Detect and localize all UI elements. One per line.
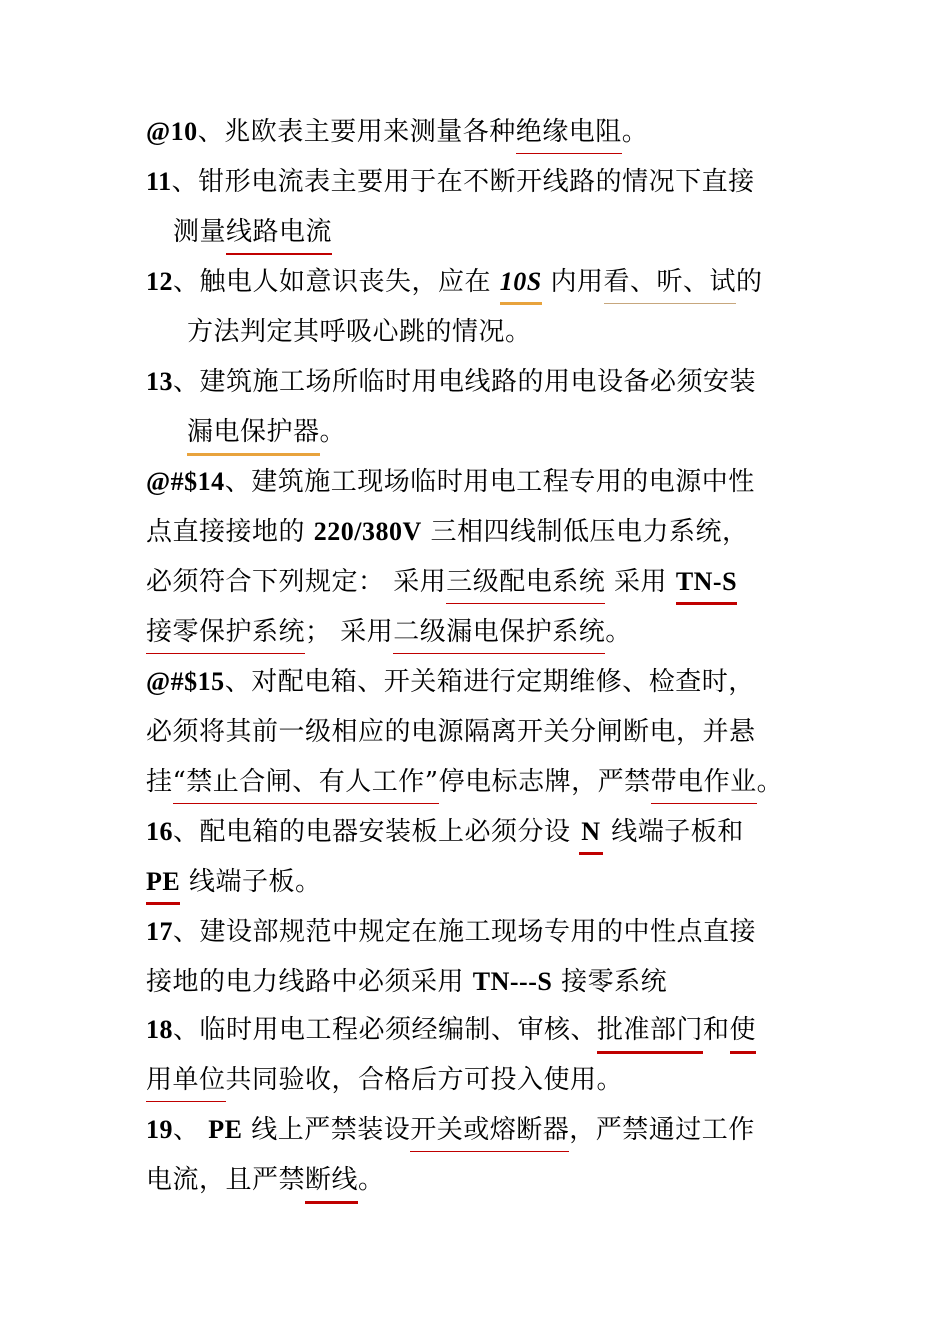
item-number: 11	[146, 167, 172, 196]
answer-underlined: 开关或熔断器	[410, 1115, 569, 1152]
item-text: 接零系统	[552, 967, 668, 997]
item-text: 三相四线制低压电力系统，	[421, 517, 749, 547]
item-text: 、兆欧表主要用来测量各种	[197, 117, 516, 147]
item-number: 16	[146, 817, 173, 846]
item-text: 挂	[146, 767, 173, 797]
item-11-line-2	[173, 207, 813, 257]
item-text: 线端子板和	[602, 817, 744, 847]
item-12-line-1	[146, 257, 814, 307]
item-14-line-3	[146, 557, 814, 607]
answer-underlined: N	[579, 817, 602, 855]
item-text: 。	[756, 767, 784, 797]
item-text: 、建筑施工现场临时用电工程专用的电源中性	[224, 467, 755, 497]
item-number: 18	[146, 1015, 173, 1044]
item-text: ； 采用	[305, 617, 394, 647]
item-text: 。	[605, 617, 632, 647]
item-text: 线上严禁装设	[242, 1115, 411, 1145]
item-text: 电流，且严禁	[146, 1165, 306, 1195]
item-18-line-2	[146, 1055, 814, 1105]
item-text: 、建筑施工场所临时用电线路的用电设备必须安装	[173, 367, 757, 397]
item-16-line-1	[146, 807, 814, 857]
item-14-line-4	[146, 607, 814, 657]
item-number: 19	[146, 1115, 173, 1144]
item-15-line-2	[146, 707, 814, 757]
answer-underlined: 绝缘电阻	[516, 117, 622, 154]
item-17-line-2	[146, 957, 814, 1007]
answer-underlined: 用单位	[146, 1065, 226, 1102]
item-text: 必须符合下列规定： 采用	[146, 567, 447, 597]
item-13-line-2	[187, 407, 813, 457]
answer-underlined: 二级漏电保护系统	[393, 617, 605, 654]
item-text: 、配电箱的电器安装板上必须分设	[173, 817, 580, 847]
answer-underlined: 10S	[500, 267, 542, 305]
item-number: @#$14	[146, 467, 225, 496]
item-text: 。	[319, 417, 347, 447]
item-text: 、临时用电工程必须经编制、审核、	[173, 1015, 598, 1045]
item-text: 采用	[605, 567, 676, 597]
item-text: 、	[173, 1115, 209, 1145]
answer-underlined: 三级配电系统	[446, 567, 605, 604]
answer-underlined: 使	[730, 1015, 757, 1054]
item-text: 、钳形电流表主要用于在不断开线路的情况下直接	[171, 167, 755, 197]
answer-underlined: 漏电保护器	[187, 417, 320, 456]
item-18-line-1	[146, 1005, 814, 1055]
item-number: 13	[146, 367, 173, 396]
item-number: 17	[146, 917, 173, 946]
item-text: 内用	[541, 267, 604, 297]
item-15-line-1	[146, 657, 814, 707]
item-text: 。	[358, 1165, 385, 1195]
item-text: 测量	[173, 217, 227, 247]
item-number: @10	[146, 117, 198, 146]
item-text: 和	[703, 1015, 730, 1045]
item-text: 共同验收，合格后方可投入使用。	[225, 1065, 624, 1095]
voltage-value: 220/380V	[313, 517, 422, 546]
item-14-line-2	[146, 507, 814, 557]
item-number: @#$15	[146, 667, 225, 696]
answer-underlined: “禁止合闸、有人工作”	[173, 767, 439, 804]
item-12-line-2	[187, 307, 813, 357]
system-name: TN---S	[472, 967, 553, 996]
answer-underlined: PE	[146, 867, 180, 905]
item-11-line-1	[146, 157, 814, 207]
answer-underlined: 接零保护系统	[146, 617, 305, 654]
item-number: 12	[146, 267, 173, 296]
item-10-line-1	[146, 107, 814, 157]
answer-underlined: 带电作业	[651, 767, 757, 804]
item-text: ，严禁通过工作	[569, 1115, 755, 1145]
item-text: 方法判定其呼吸心跳的情况。	[187, 317, 532, 347]
item-text: 必须将其前一级相应的电源隔离开关分闸断电，并悬	[146, 717, 756, 747]
item-text: 停电标志牌，严禁	[438, 767, 651, 797]
item-17-line-1	[146, 907, 814, 957]
answer-underlined: 线路电流	[226, 217, 332, 255]
item-14-line-1	[146, 457, 814, 507]
item-text: 、建设部规范中规定在施工现场专用的中性点直接	[173, 917, 757, 947]
item-text: 的	[736, 267, 763, 297]
item-19-line-1	[146, 1105, 814, 1155]
item-text: 。	[621, 117, 649, 147]
answer-underlined: TN-S	[676, 567, 737, 605]
item-text: 、对配电箱、开关箱进行定期维修、检查时，	[224, 667, 755, 697]
item-15-line-3	[146, 757, 814, 807]
item-16-line-2	[146, 857, 814, 907]
item-text: 、触电人如意识丧失，应在	[173, 267, 500, 297]
item-text: 点直接接地的	[146, 517, 314, 547]
answer-underlined: 断线	[305, 1165, 358, 1204]
pe-label: PE	[208, 1115, 243, 1144]
item-19-line-2	[146, 1155, 814, 1205]
answer-underlined: 看、听、试	[604, 267, 737, 304]
answer-underlined: 批准部门	[597, 1015, 703, 1054]
item-text: 线端子板。	[180, 867, 322, 897]
item-text: 接地的电力线路中必须采用	[146, 967, 473, 997]
item-13-line-1	[146, 357, 814, 407]
